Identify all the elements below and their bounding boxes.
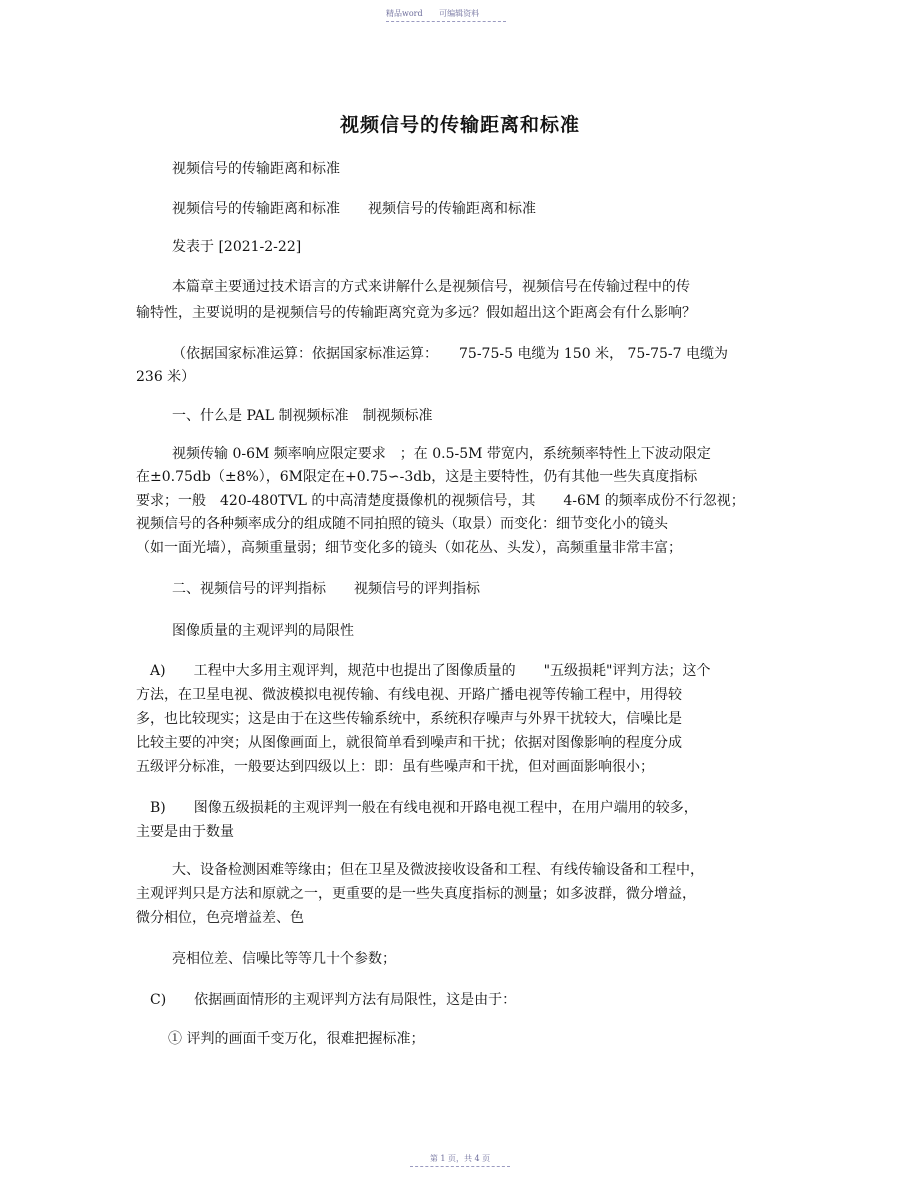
paragraph-line: 视频信号的传输距离和标准 视频信号的传输距离和标准 [172,201,536,217]
paragraph-line: 在±0.75db（±8%），6M限定在+0.75∽-3db，这是主要特性，仍有其他一些失真度指标 [136,469,698,485]
paragraph-line: 方法，在卫星电视、微波模拟电视传输、有线电视、开路广播电视等传输工程中，用得较 [136,687,682,703]
paragraph-line: 输特性，主要说明的是视频信号的传输距离究竟为多远？假如超出这个距离会有什么影响？ [136,305,696,321]
paragraph-line: 五级评分标准，一般要达到四级以上：即：虽有些噪声和干扰，但对画面影响很小； [136,759,654,775]
section-heading: 二、视频信号的评判指标 视频信号的评判指标 [172,581,480,597]
paragraph-line: 236 米） [136,369,196,385]
paragraph-line: 多，也比较现实；这是由于在这些传输系统中，系统积存噪声与外界干扰较大，信噪比是 [136,711,682,727]
paragraph-line: ① 评判的画面千变万化，很难把握标准； [168,1031,425,1047]
header-left: 精品word [386,9,423,18]
paragraph-line: 亮相位差、信噪比等等几十个参数； [172,951,396,967]
paragraph-line: 图像质量的主观评判的局限性 [172,623,354,639]
footer-divider [410,1166,510,1167]
paragraph-line: 主要是由于数量 [136,824,234,840]
paragraph-line: 视频信号的传输距离和标准 [172,161,340,177]
paragraph-line: （如一面光墙），高频重量弱；细节变化多的镜头（如花丛、头发），高频重量非常丰富； [136,540,682,556]
paragraph-line: A) 工程中大多用主观评判，规范中也提出了图像质量的 "五级损耗"评判方法；这个 [150,663,711,679]
document-title: 视频信号的传输距离和标准 [339,114,580,136]
section-heading: 一、什么是 PAL 制视频标准 制视频标准 [172,408,433,424]
paragraph-line: 本篇章主要通过技术语言的方式来讲解什么是视频信号，视频信号在传输过程中的传 [172,279,690,295]
paragraph-line: 视频信号的各种频率成分的组成随不同拍照的镜头（取景）而变化：细节变化小的镜头 [136,516,668,532]
page-footer: 第 1 页，共 4 页 [429,1154,491,1163]
paragraph-line: C) 依据画面情形的主观评判方法有局限性，这是由于： [150,992,517,1008]
paragraph-line: 主观评判只是方法和原就之一，更重要的是一些失真度指标的测量；如多波群，微分增益， [136,886,696,902]
paragraph-line: （依据国家标准运算：依据国家标准运算： 75-75-5 电缆为 150 米， 75-75-7 电缆为 [172,346,728,362]
page-header [386,8,493,19]
paragraph-line: 微分相位，色亮增益差、色 [136,910,304,926]
paragraph-line: 发表于 [2021-2-22] [172,239,302,255]
header-divider [386,21,506,22]
paragraph-line: 比较主要的冲突；从图像画面上，就很简单看到噪声和干扰；依据对图像影响的程度分成 [136,735,682,751]
paragraph-line: 大、设备检测困难等缘由；但在卫星及微波接收设备和工程、有线传输设备和工程中， [172,862,704,878]
paragraph-line: 要求；一般 420-480TVL 的中高清楚度摄像机的视频信号，其 4-6M 的频率成份不行忽视； [136,493,745,509]
paragraph-line: B) 图像五级损耗的主观评判一般在有线电视和开路电视工程中，在用户端用的较多， [150,800,698,816]
header-right: 可编辑资料 [439,9,480,18]
paragraph-line: 视频传输 0-6M 频率响应限定要求 ；在 0.5-5M 带宽内，系统频率特性上下波动限定 [172,446,711,462]
